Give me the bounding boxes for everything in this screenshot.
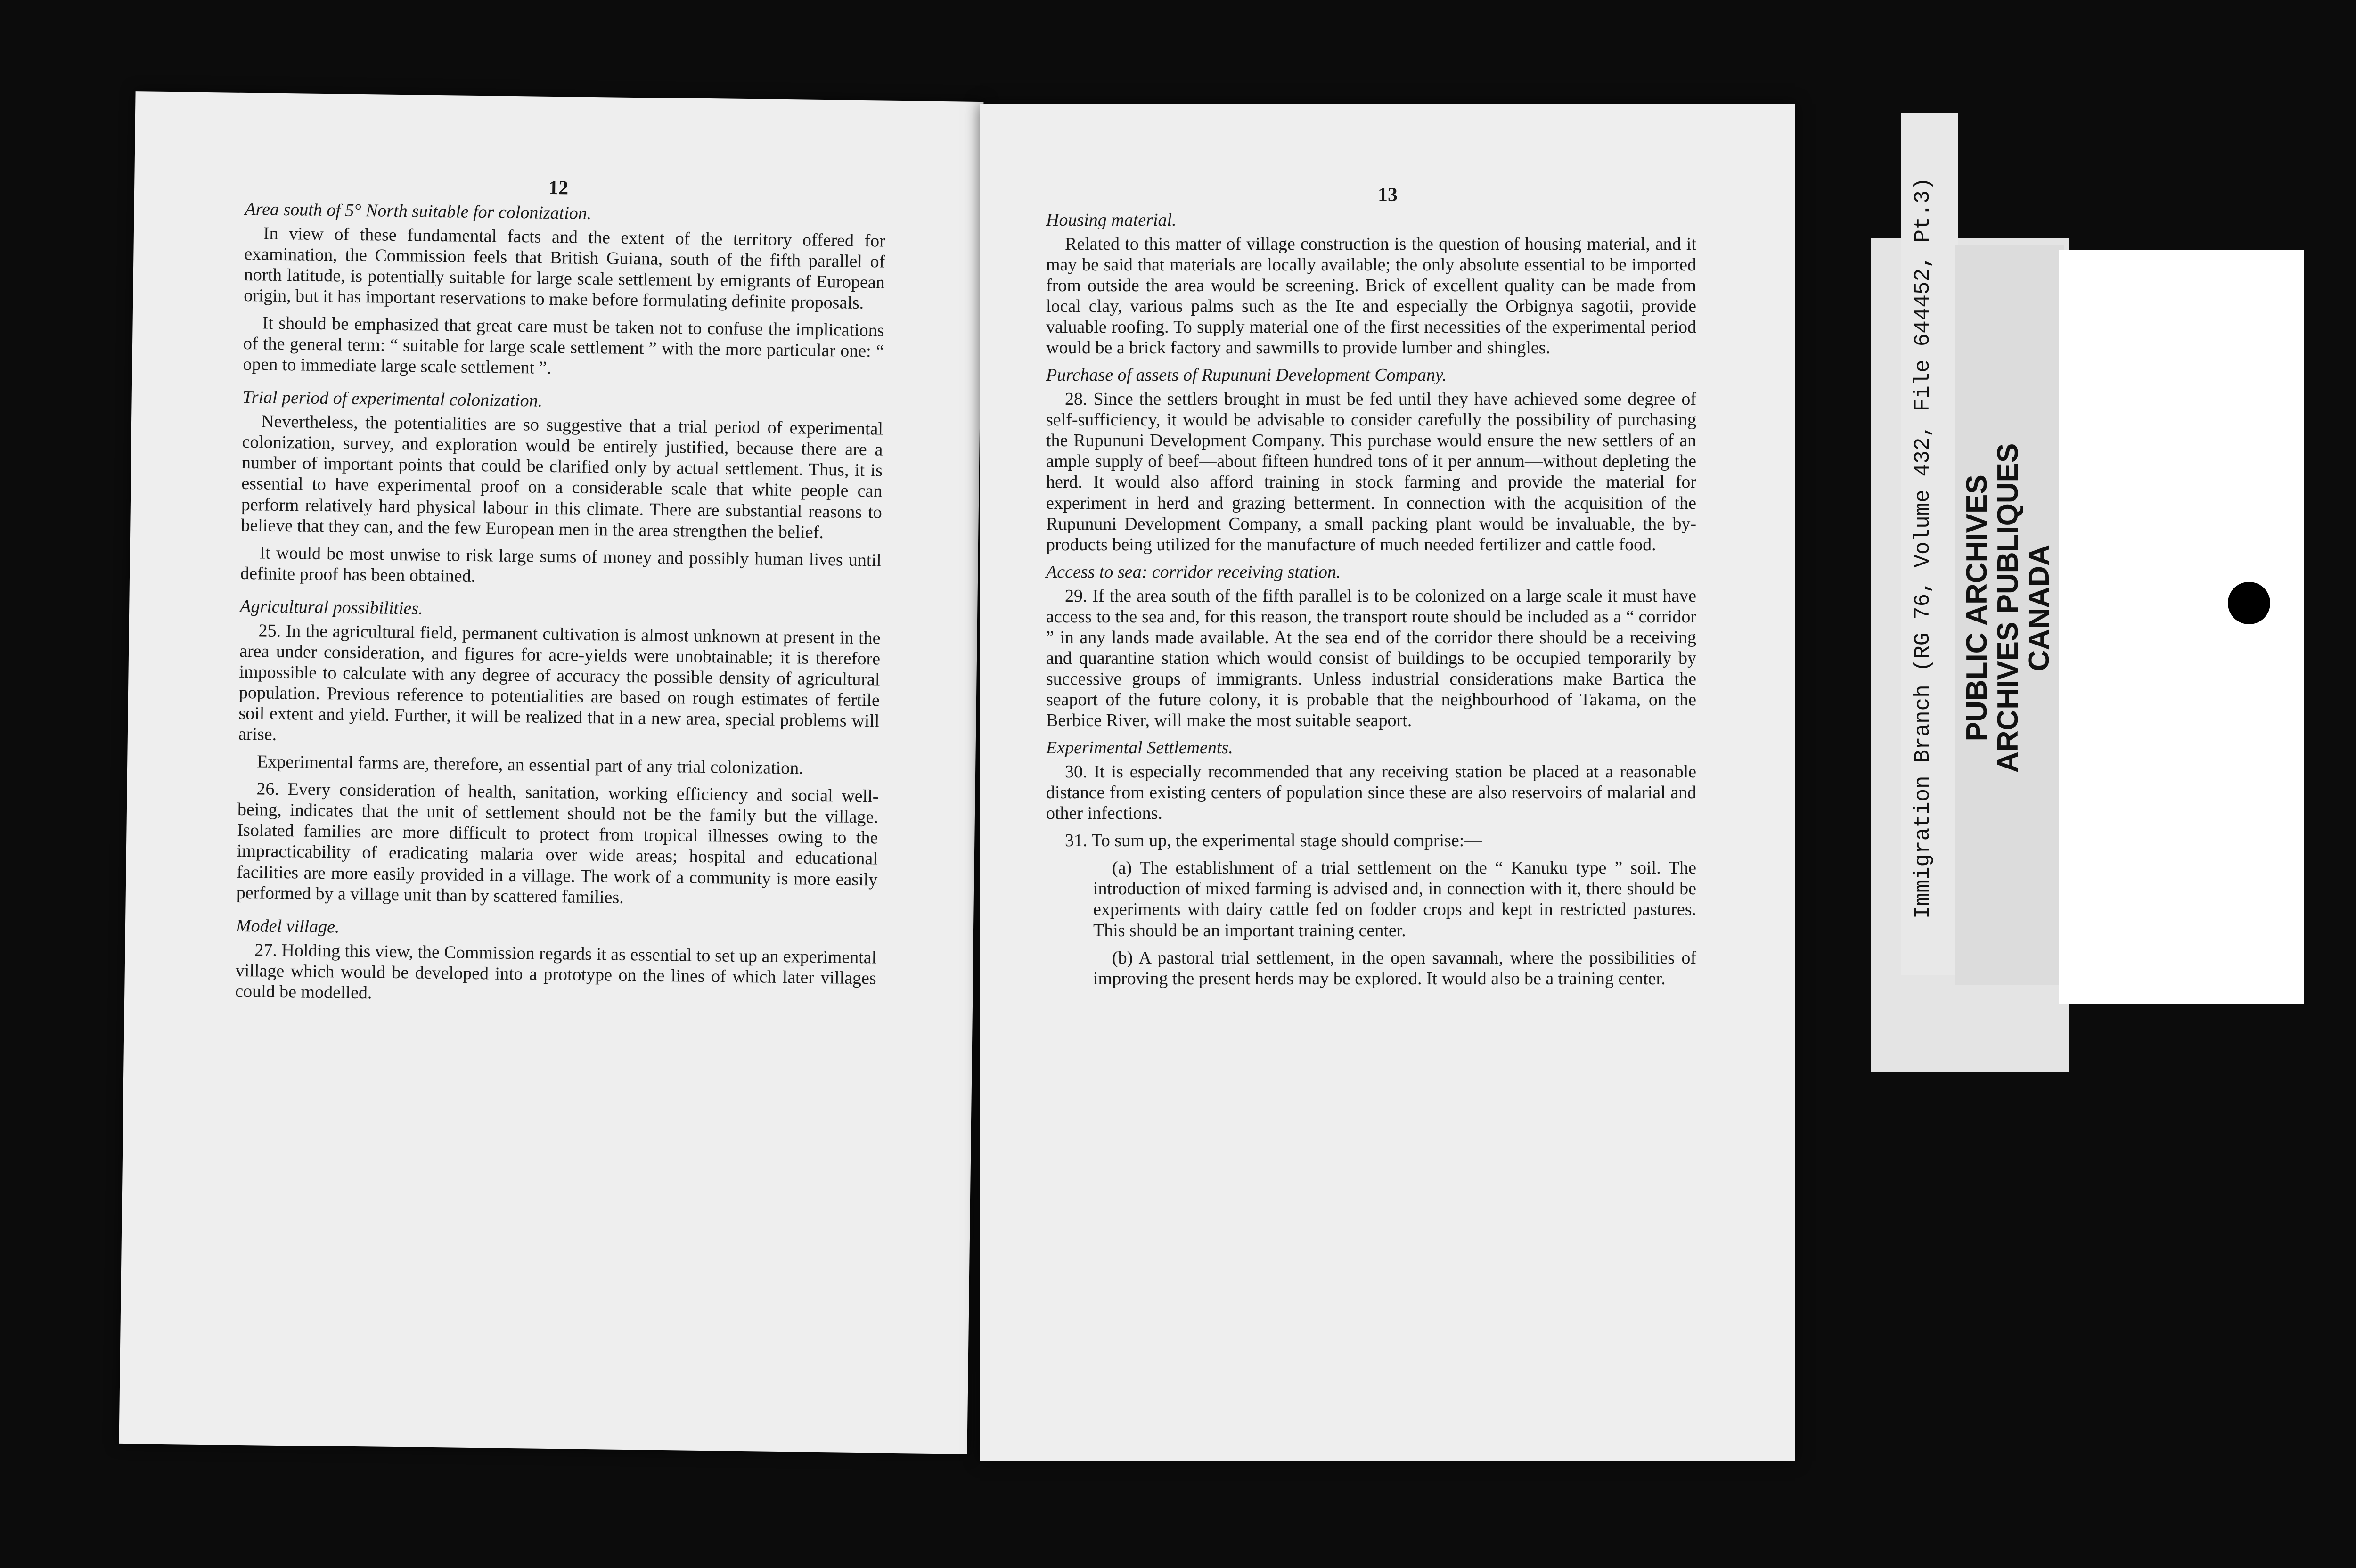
paragraph: Nevertheless, the potentialities are so suggestive that a trial period of experimental colonization, survey, and exploration would be entirely justified, because there are a number of important points that could be clarified only by actual settlement. Thus, it is essential to have experimental proof on a considerable scale that white people can perform relatively hard physical labour in this climate. There are substantial reasons to believe that they can, and the few European men in the area strengthen the belief. xyxy=(241,411,884,542)
paragraph: 30. It is especially recommended that any receiving station be placed at a reasonable distance from existing centers of population since these are also reservoirs of malarial and other infections. xyxy=(1046,761,1696,824)
paragraph: It would be most unwise to risk large sums of money and possibly human lives until definite proof has been obtained. xyxy=(240,543,882,586)
page-number: 13 xyxy=(1378,184,1398,206)
paragraph: 31. To sum up, the experimental stage should comprise:— xyxy=(1065,831,1482,851)
list-item: (a) The establishment of a trial settlement on the “ Kanuku type ” soil. The introduction of mixed farming is advised and, in connection with it, there should be experiments with dairy cattle fed on fodder crops and kept in restricted pastures. This should be an important training center. xyxy=(1093,858,1696,940)
section-heading: Trial period of experimental colonization. xyxy=(242,387,543,411)
paragraph: 26. Every consideration of health, sanitation, working efficiency and social well-being, indicates that the unit of settlement should not be the family but the village. Isolated families are more difficult to protect from tropical illnesses owing to the impracticability of eradicating malaria over wide areas; hospital and educational facilities are more easily provided in a village. The work of a community is more easily performed by a village unit than by scattered families. xyxy=(236,779,879,907)
section-heading: Model village. xyxy=(236,915,340,937)
paragraph: In view of these fundamental facts and the extent of the territory offered for examination, the Commission feels that British Guiana, south of the fifth parallel of north latitude, is potentially suitable for large scale settlement by emigrants of European origin, but it has important reservations to make before formulating definite proposals. xyxy=(244,223,886,313)
paragraph: Related to this matter of village construction is the question of housing material, and it may be said that materials are locally available; the only absolute essential to be imported from outside the area would be screening. Brick of excellent quality can be made from local clay, various palms such as the Ite and especially the Orbignya sagotii, provide valuable roofing. To supply material one of the first necessities of the experimental period would be a brick factory and sawmills to provide lumber and shingles. xyxy=(1046,234,1696,358)
archive-tag-card xyxy=(2059,250,2304,1004)
punch-hole xyxy=(2228,582,2270,624)
page-number: 12 xyxy=(548,177,569,199)
left-page xyxy=(119,91,984,1454)
left-text-column xyxy=(235,199,886,1016)
section-heading: Access to sea: corridor receiving station. xyxy=(1046,562,1341,582)
archives-stamp xyxy=(1963,443,2056,773)
list-item: (b) A pastoral trial settlement, in the open savannah, where the possibilities of improving the present herds may be explored. It would also be a training center. xyxy=(1093,947,1696,988)
file-reference-label: Immigration Branch (RG 76, Volume 432, File 644452, Pt.3) xyxy=(1911,177,1935,919)
section-heading: Housing material. xyxy=(1046,210,1177,230)
stamp-line: ARCHIVES PUBLIQUES xyxy=(1992,443,2024,773)
paragraph: It should be emphasized that great care must be taken not to confuse the implications of the general term: “ suitable for large scale settlement ” with the more particular one: “ open to immediate large scale settlement ”. xyxy=(243,313,884,378)
paragraph: 27. Holding this view, the Commission regards it as essential to set up an experimental village which would be developed into a prototype on the lines of which later villages could be modelled. xyxy=(235,939,877,1003)
section-heading: Purchase of assets of Rupununi Development Company. xyxy=(1046,365,1447,385)
section-heading: Area south of 5° North suitable for colonization. xyxy=(245,199,592,223)
paragraph: 28. Since the settlers brought in must be fed until they have achieved some degree of self-sufficiency, it would be advisable to consider carefully the possibility of purchasing the Rupununi Development Company. This purchase would ensure the new settlers of an ample supply of beef—about fifteen hundred tons of it per annum—without depleting the herd. It would also afford training in stock farming and provide the material for experiment in herd and grazing betterment. In connection with the acquisition of the Rupununi Development Company, a small packing plant would be invaluable, the by-products being utilized for the manufacture of much needed fertilizer and cattle food. xyxy=(1046,389,1696,555)
right-text-column xyxy=(1046,210,1696,996)
paragraph: 25. In the agricultural field, permanent cultivation is almost unknown at present in the area under consideration, and figures for acre-yields were unobtainable; it is therefore impossible to calculate with any degree of accuracy the possible density of agricultural population. Previous reference to potentialities are based on rough estimates of fertile soil extent and yield. Further, it will be realized that in a new area, special problems will arise. xyxy=(238,621,881,744)
paragraph: Experimental farms are, therefore, an essential part of any trial colonization. xyxy=(256,751,803,778)
right-page xyxy=(980,104,1795,1461)
stamp-line: PUBLIC ARCHIVES xyxy=(1961,474,1993,742)
stamp-line: CANADA xyxy=(2023,545,2055,671)
section-heading: Agricultural possibilities. xyxy=(240,596,423,619)
paragraph: 29. If the area south of the fifth parallel is to be colonized on a large scale it must have access to the sea and, for this reason, the transport route should be included as a “ corridor ” in any lands made available. At the sea end of the corridor there should be a receiving and quarantine station which would consist of buildings to be occupied temporarily by successive groups of immigrants. Unless industrial considerations make Bartica the seaport of the future colony, it is probable that the neighbourhood of Takama, on the Berbice River, will make the most suitable seaport. xyxy=(1046,586,1696,731)
section-heading: Experimental Settlements. xyxy=(1046,738,1233,758)
